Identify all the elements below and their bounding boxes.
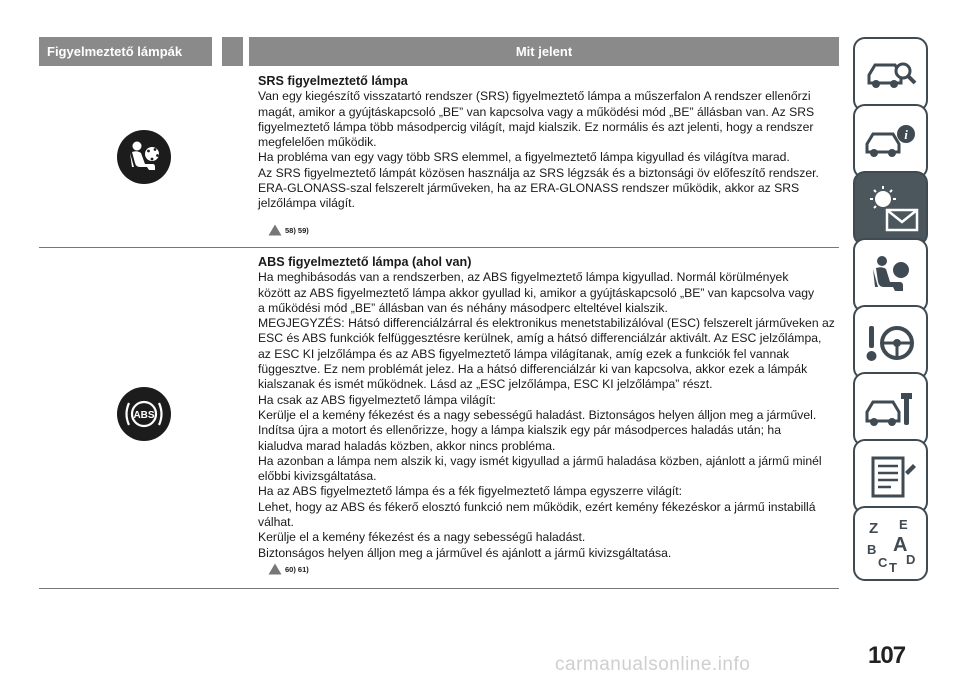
abs-line: Ha az ABS figyelmeztető lámpa és a fék figyelmeztető lámpa egyszerre világít: (258, 484, 683, 499)
abs-line: kialudva marad haladás közben, akkor nincs probléma. (258, 438, 556, 453)
car-repair-icon (863, 385, 919, 435)
srs-ref-numbers: 58) 59) (285, 225, 309, 235)
warning-triangle-icon (268, 224, 282, 236)
nav-index[interactable] (853, 506, 928, 581)
nav-car-info[interactable] (853, 104, 928, 179)
nav-warning-lights[interactable] (853, 171, 928, 246)
abs-warning-ref (268, 563, 309, 575)
abs-line: az ESC KI jelzőlámpa és az ABS figyelmeztető lámpa világítanak, amíg ezek a funkciók fel vannak (258, 346, 790, 361)
abs-line: Kerülje el a kemény fékezést és a nagy sebességű haladást. Biztonságos helyen álljon meg a járművel. (258, 407, 817, 422)
svg-text:T: T (888, 559, 897, 574)
page-number: 107 (868, 642, 906, 669)
warning-triangle-icon (268, 563, 282, 575)
abs-icon-cell (39, 387, 249, 441)
abs-description (258, 255, 840, 561)
abs-line: előbbi kivizsgáltatása. (258, 469, 377, 484)
airbag-seat-icon (863, 251, 919, 301)
abs-line: között az ABS figyelmeztető lámpa akkor gyullad ki, amikor a gyújtáskapcsoló „BE” van kapcsolva vagy (258, 285, 815, 300)
srs-icon-cell (39, 130, 249, 184)
abs-title: ABS figyelmeztető lámpa (ahol van) (258, 255, 472, 269)
abs-line: MEGJEGYZÉS: Hátsó differenciálzárral és elektronikus menetstabilizálóval (ESC) felszerelt járműveken az (258, 316, 835, 331)
srs-line: figyelmeztető lámpa több másodpercig világít, majd kialszik. Ez normális és azt jelenti, hogy a rendszer (258, 119, 814, 134)
abs-line: függesztve. Ez nem problémát jelez. Ha a hátsó differenciálzár ki van kapcsolva, akkor ezek a lámpák (258, 362, 808, 377)
srs-line: Ha probléma van egy vagy több SRS elemmel, a figyelmeztető lámpa kigyullad és világítva marad. (258, 150, 790, 165)
nav-safety[interactable] (853, 238, 928, 313)
srs-line: Az SRS figyelmeztető lámpát közösen használja az SRS légzsák és a biztonsági öv előfeszítő rendszer. (258, 165, 819, 180)
car-info-icon (863, 120, 919, 164)
abs-line: kialszanak és ismét működnek. Lásd az „ESC jelzőlámpa, ESC KI jelzőlámpa” részt. (258, 377, 713, 392)
abs-line: Ha meghibásodás van a rendszerben, az ABS figyelmeztető lámpa kigyullad. Normál körülmények (258, 270, 789, 285)
nav-technical-data[interactable] (853, 439, 928, 514)
svg-text:D: D (905, 551, 915, 567)
svg-text:E: E (898, 516, 908, 532)
row-divider (39, 247, 839, 248)
row-divider (39, 588, 839, 589)
nav-starting-driving[interactable] (853, 305, 928, 380)
car-search-icon (863, 53, 919, 97)
srs-description (258, 74, 840, 212)
nav-emergency[interactable] (853, 372, 928, 447)
svg-text:B: B (866, 541, 876, 557)
alphabetical-index-icon (861, 514, 921, 574)
abs-line: Biztonságos helyen álljon meg a járművel és ajánlott a jármű kivizsgáltatása. (258, 545, 672, 560)
abs-line: a működési mód „BE” állásban van és néhány másodperc elteltével kialszik. (258, 300, 668, 315)
header-warning-lamps: Figyelmeztető lámpák (39, 37, 212, 66)
srs-line: jelzőlámpa világít. (258, 196, 355, 211)
srs-airbag-icon (117, 130, 171, 184)
header-meaning: Mit jelent (249, 37, 839, 66)
warning-light-message-icon (861, 184, 921, 234)
abs-line: Ha azonban a lámpa nem alszik ki, vagy ismét kigyullad a jármű haladása közben, ajánlott a jármű minél (258, 453, 822, 468)
abs-ref-numbers: 60) 61) (285, 564, 309, 574)
specs-list-icon (863, 452, 919, 502)
abs-line: válhat. (258, 515, 294, 530)
steering-wheel-icon (863, 318, 919, 368)
watermark: carmanualsonline.info (555, 654, 751, 675)
header-spacer (222, 37, 243, 66)
svg-text:Z: Z (868, 519, 878, 537)
srs-line: megfelelően működik. (258, 135, 377, 150)
srs-line: Van egy kiegészítő visszatartó rendszer (SRS) figyelmeztető lámpa a műszerfalon A rendszer ellenőrzi (258, 89, 811, 104)
srs-title: SRS figyelmeztető lámpa (258, 74, 408, 88)
nav-car-search[interactable] (853, 37, 928, 112)
abs-icon (117, 387, 171, 441)
abs-line: Indítsa újra a motort és ellenőrizze, hogy a lámpa kialszik egy pár másodperces haladás után; ha (258, 423, 781, 438)
abs-icon-label: ABS (133, 410, 155, 421)
svg-text:A: A (892, 533, 907, 556)
srs-line: ERA-GLONASS-szal felszerelt járműveken, ha az ERA-GLONASS rendszer működik, akkor az SRS (258, 181, 800, 196)
svg-text:C: C (877, 554, 887, 570)
srs-warning-ref (268, 224, 309, 236)
abs-line: Lehet, hogy az ABS és fékerő elosztó funkció nem működik, ezért kemény fékezéskor a jármű instabillá (258, 499, 816, 514)
srs-line: magát, amikor a gyújtáskapcsoló „BE” van kapcsolva vagy a működési mód „BE” állásban van. Az SRS (258, 104, 815, 119)
svg-text:i: i (903, 126, 908, 142)
abs-line: ESC és ABS funkciók felfüggesztésre kerülnek, amíg a hátsó differenciálzár aktivált. Az ESC jelzőlámpa, (258, 331, 822, 346)
abs-line: Kerülje el a kemény fékezést és a nagy sebességű haladást. (258, 530, 586, 545)
abs-line: Ha csak az ABS figyelmeztető lámpa világít: (258, 392, 496, 407)
